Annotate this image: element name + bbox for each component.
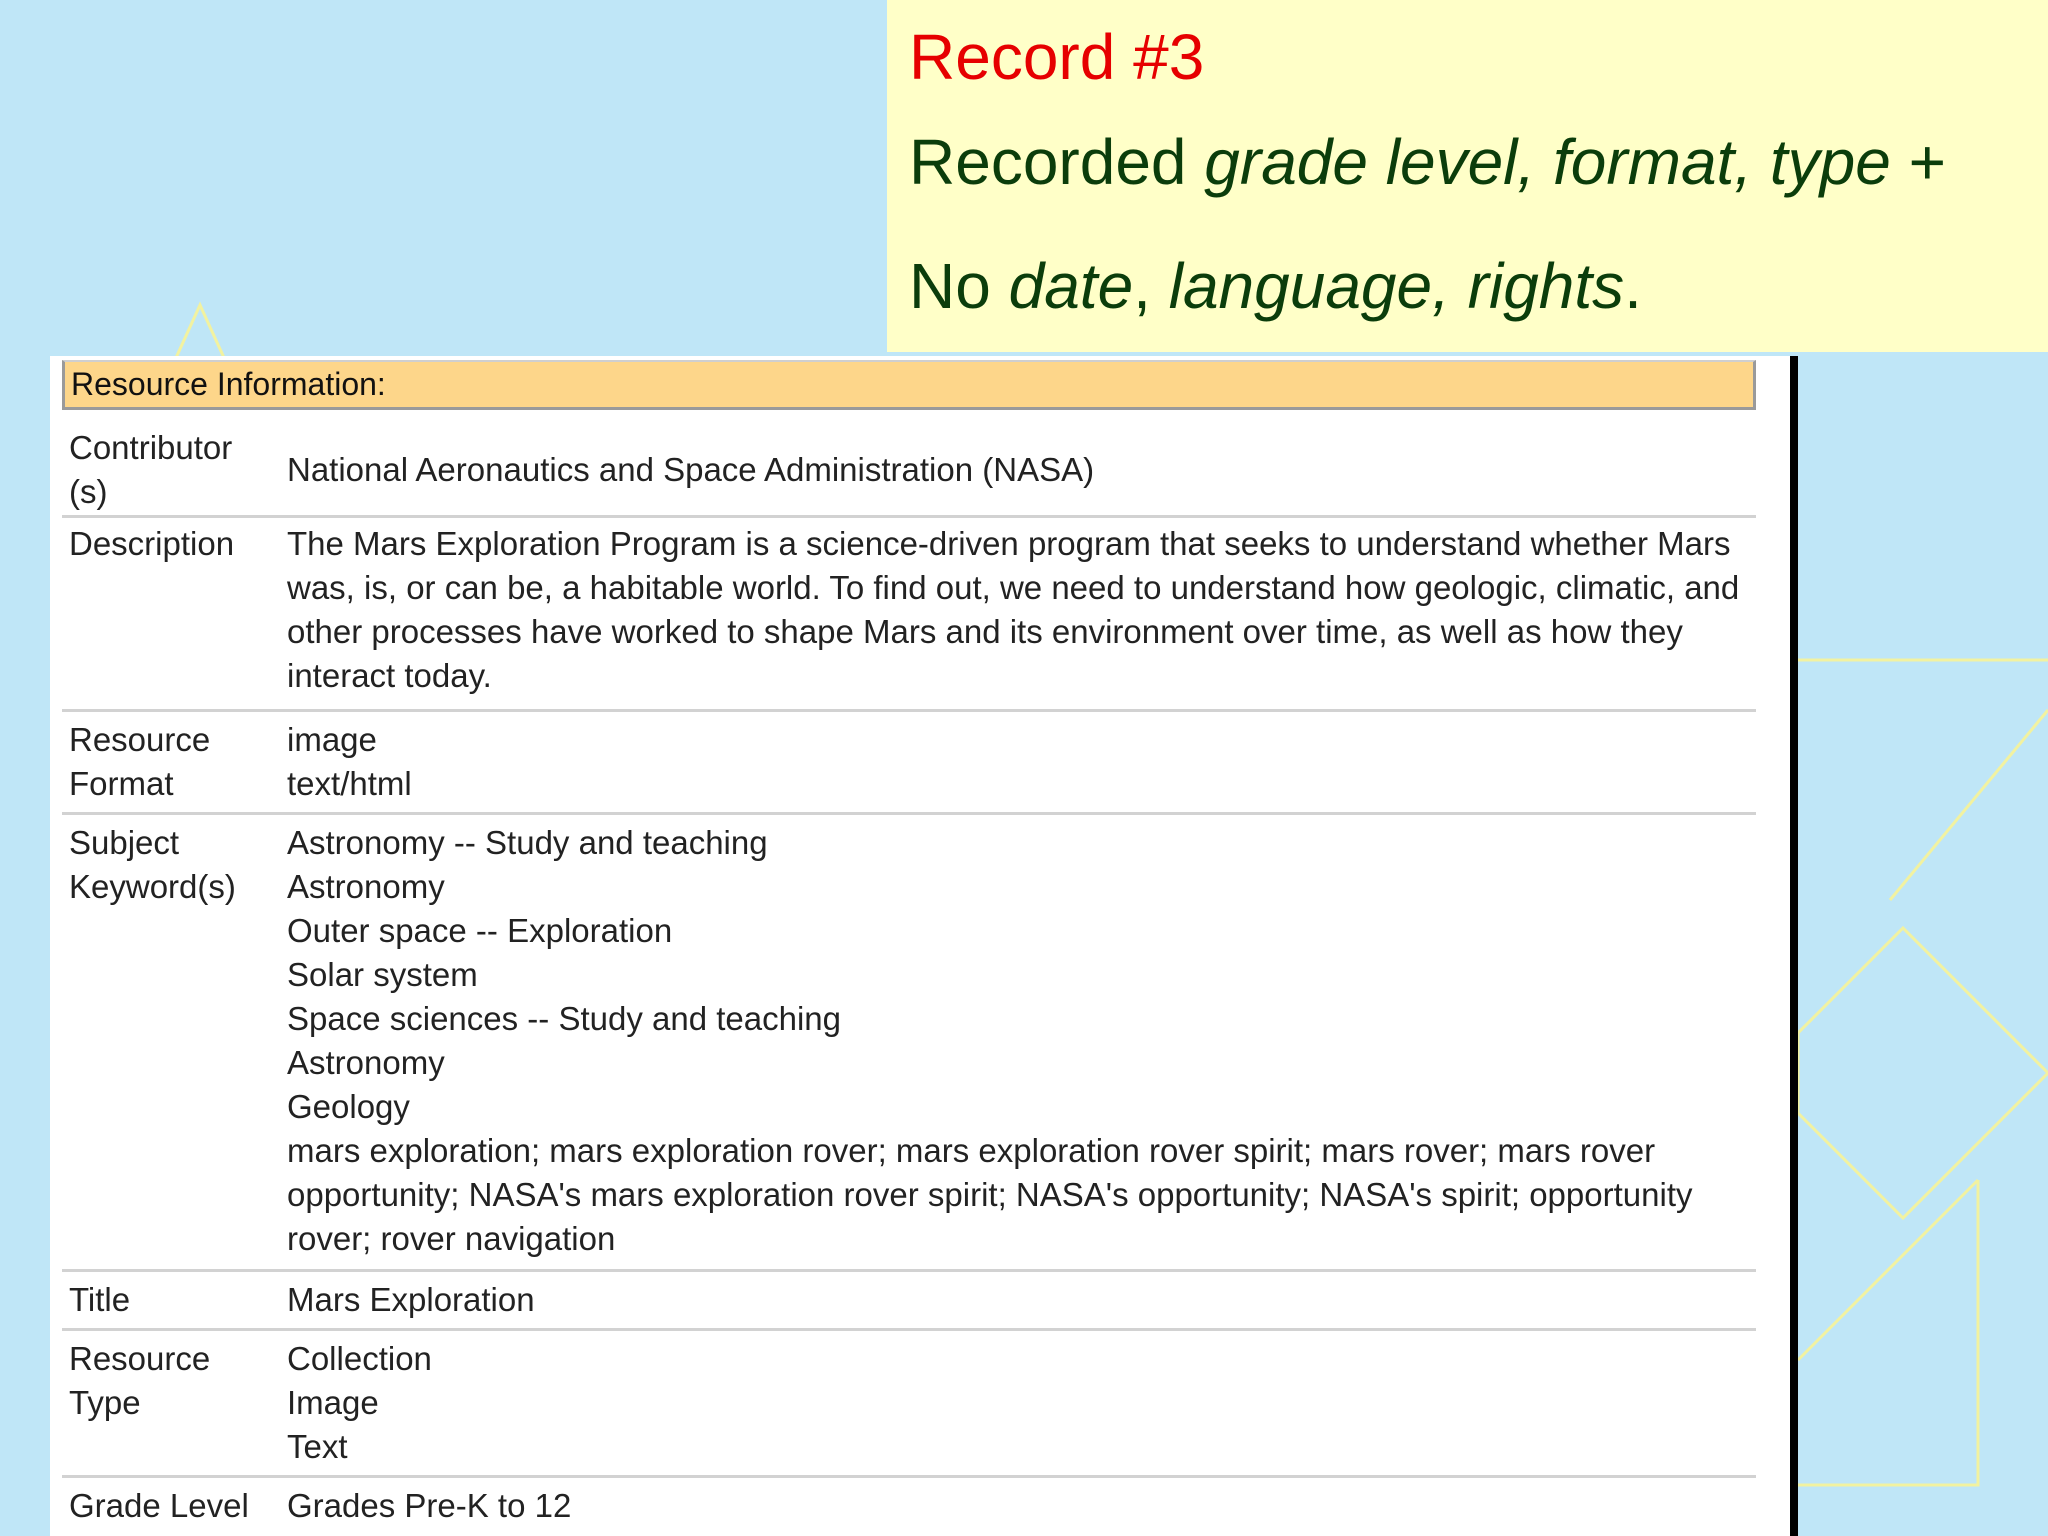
row-title (62, 1272, 1756, 1331)
row-label-resource-format (62, 718, 287, 812)
row-value-description: The Mars Exploration Program is a science-driven program that seeks to understand whether Mars was, is, or can be, a habitable world. To find out, we need to understand how geologic, climatic, and other processes have worked to shape Mars and its environment over time, as well as how they interact today. (287, 525, 1740, 694)
label-line: Resource (69, 721, 211, 758)
callout-recorded-suffix: + (1890, 126, 1946, 198)
keyword-item: mars exploration; mars exploration rover; mars exploration rover spirit; mars rover; mars rover opportunity; NASA's mars exploration rover spirit; NASA's opportunity; NASA's spirit; opportunity rover; rover navigation (287, 1132, 1693, 1257)
callout-missing-prefix: No (909, 250, 1009, 322)
resource-info-header: Resource Information: (62, 360, 1756, 410)
label-line: Subject (69, 824, 180, 861)
callout-title: Record #3 (909, 21, 1205, 93)
type-item: Image (287, 1384, 379, 1421)
keyword-item: Astronomy (287, 1044, 445, 1081)
callout-missing-sep: , (1133, 250, 1169, 322)
callout-missing-date: date (1008, 250, 1134, 322)
deco-triangle-top-left (175, 305, 225, 360)
callout-box (887, 0, 2048, 352)
row-label-title: Title (69, 1281, 131, 1318)
deco-diamond-right (1798, 928, 2048, 1218)
label-line: Type (69, 1384, 141, 1421)
row-grade-level (62, 1478, 1756, 1536)
row-label-grade-level: Grade Level (69, 1487, 249, 1524)
row-contributor (62, 414, 1756, 518)
row-label-contributor (62, 426, 287, 515)
row-value-title: Mars Exploration (287, 1281, 535, 1318)
row-resource-type (62, 1331, 1756, 1478)
callout-missing-line (909, 224, 2048, 348)
keyword-item: Space sciences -- Study and teaching (287, 1000, 841, 1037)
row-value-grade-level: Grades Pre-K to 12 (287, 1487, 572, 1524)
keyword-item: Astronomy (287, 868, 445, 905)
resource-screenshot-panel (50, 356, 1798, 1536)
label-line: Contributor (69, 429, 233, 466)
row-value-resource-format (287, 718, 1756, 812)
callout-recorded-prefix: Recorded (909, 126, 1205, 198)
resource-info-table (62, 414, 1756, 1536)
row-label-description: Description (69, 525, 235, 562)
label-line: Resource (69, 1340, 211, 1377)
type-item: Collection (287, 1340, 432, 1377)
keyword-item: Astronomy -- Study and teaching (287, 824, 768, 861)
row-subject-keywords (62, 815, 1756, 1272)
label-line: Keyword(s) (69, 868, 236, 905)
row-description (62, 518, 1756, 712)
callout-recorded-emphasis: grade level, format, type (1204, 126, 1891, 198)
row-value-subject-keywords (287, 821, 1756, 1269)
callout-missing-emphasis: language, rights (1168, 250, 1625, 322)
keyword-item: Geology (287, 1088, 410, 1125)
callout-missing-suffix: . (1624, 250, 1642, 322)
row-resource-format (62, 712, 1756, 815)
row-value-contributor: National Aeronautics and Space Administration (NASA) (287, 451, 1095, 488)
type-item: Text (287, 1428, 348, 1465)
keyword-item: Solar system (287, 956, 478, 993)
format-item: text/html (287, 765, 412, 802)
label-line: Format (69, 765, 174, 802)
row-label-resource-type (62, 1337, 287, 1475)
row-label-subject-keywords (62, 821, 287, 1269)
format-item: image (287, 721, 377, 758)
callout-recorded-line (909, 100, 2048, 224)
label-line: (s) (69, 473, 108, 510)
deco-line-right-2 (1890, 710, 2048, 900)
deco-triangle-right-diag (1798, 1180, 1978, 1360)
keyword-item: Outer space -- Exploration (287, 912, 673, 949)
row-value-resource-type (287, 1337, 1756, 1475)
